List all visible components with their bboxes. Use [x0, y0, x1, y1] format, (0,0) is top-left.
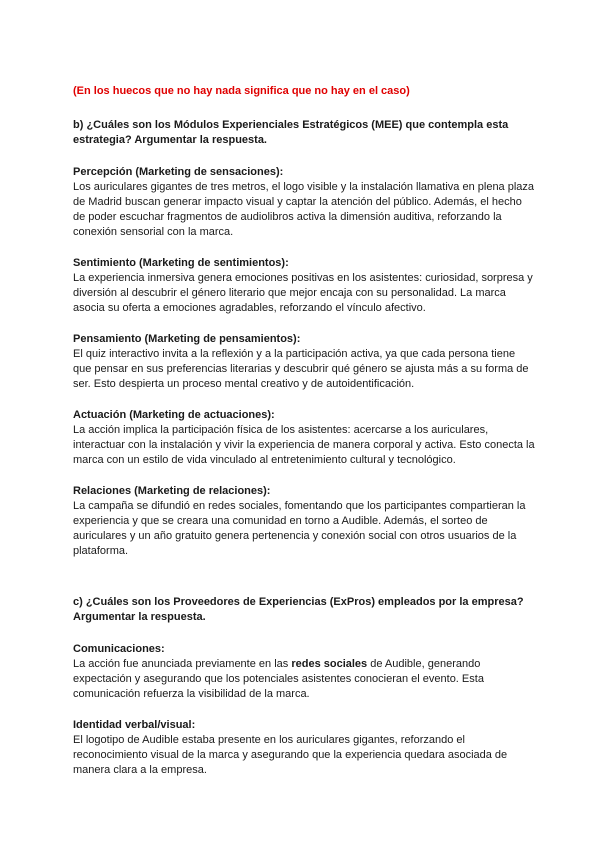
section-identidad — [73, 718, 535, 778]
question-b: b) ¿Cuáles son los Módulos Experienciales Estratégicos (MEE) que contempla esta estrategia? Argumentar la respuesta. — [73, 119, 509, 146]
section-heading: Comunicaciones: — [73, 643, 165, 655]
section-actuacion — [73, 408, 535, 468]
section-percepcion — [73, 165, 535, 240]
case-note: (En los huecos que no hay nada significa que no hay en el caso) — [73, 85, 410, 97]
section-sentimiento — [73, 256, 535, 316]
section-heading: Actuación (Marketing de actuaciones): — [73, 409, 275, 421]
spacer — [73, 575, 535, 595]
body-text-after: de Audible, generando expectación y asegurando que los potenciales asistentes conocieran el evento. Esta comunicación refuerza la visibilidad de la marca. — [73, 658, 484, 700]
body-text-before: La acción fue anunciada previamente en las — [73, 658, 292, 670]
section-relaciones — [73, 484, 535, 559]
section-body: La campaña se difundió en redes sociales, fomentando que los participantes compartieran la experiencia y que se creara una comunidad en torno a Audible. Además, el sorteo de auriculares y un año gratuito genera pertenencia y conexión social con otros usuarios de la plataforma. — [73, 500, 526, 557]
section-body: El logotipo de Audible estaba presente en los auriculares gigantes, reforzando el reconocimiento visual de la marca y asegurando que la experiencia quedara asociada de manera clara a la empresa. — [73, 734, 508, 776]
section-body: El quiz interactivo invita a la reflexión y a la participación activa, ya que cada persona tiene que pensar en sus preferencias literarias y descubrir qué género se ajusta más a su forma de ser. Esto despierta un proceso mental creativo y de autoidentificación. — [73, 348, 529, 390]
section-body: La acción implica la participación física de los asistentes: acercarse a los auriculares, interactuar con la instalación y vivir la experiencia de manera corporal y activa. Esto conecta la marca con un estilo de vida vinculado al entretenimiento cultural y tecnológico. — [73, 424, 535, 466]
section-heading: Sentimiento (Marketing de sentimientos): — [73, 257, 289, 269]
document-page — [73, 84, 535, 794]
section-body: Los auriculares gigantes de tres metros, el logo visible y la instalación llamativa en plena plaza de Madrid buscan generar impacto visual y captar la atención del público. Además, el hecho de poder escuchar fragmentos de audiolibros activa la dimensión auditiva, reforzando la conexión sensorial con la marca. — [73, 181, 535, 238]
section-heading: Pensamiento (Marketing de pensamientos): — [73, 333, 301, 345]
body-text-bold: redes sociales — [291, 658, 368, 670]
section-heading: Relaciones (Marketing de relaciones): — [73, 485, 271, 497]
section-pensamiento — [73, 332, 535, 392]
section-comunicaciones — [73, 642, 535, 702]
section-body: La experiencia inmersiva genera emociones positivas en los asistentes: curiosidad, sorpresa y diversión al descubrir el género literario que mejor encaja con su personalidad. La marca asocia su oferta a emociones agradables, reforzando el vínculo afectivo. — [73, 272, 533, 314]
section-heading: Identidad verbal/visual: — [73, 719, 196, 731]
question-c: c) ¿Cuáles son los Proveedores de Experiencias (ExPros) empleados por la empresa? Argumentar la respuesta. — [73, 596, 524, 623]
section-heading: Percepción (Marketing de sensaciones): — [73, 166, 284, 178]
section-body — [73, 657, 535, 702]
